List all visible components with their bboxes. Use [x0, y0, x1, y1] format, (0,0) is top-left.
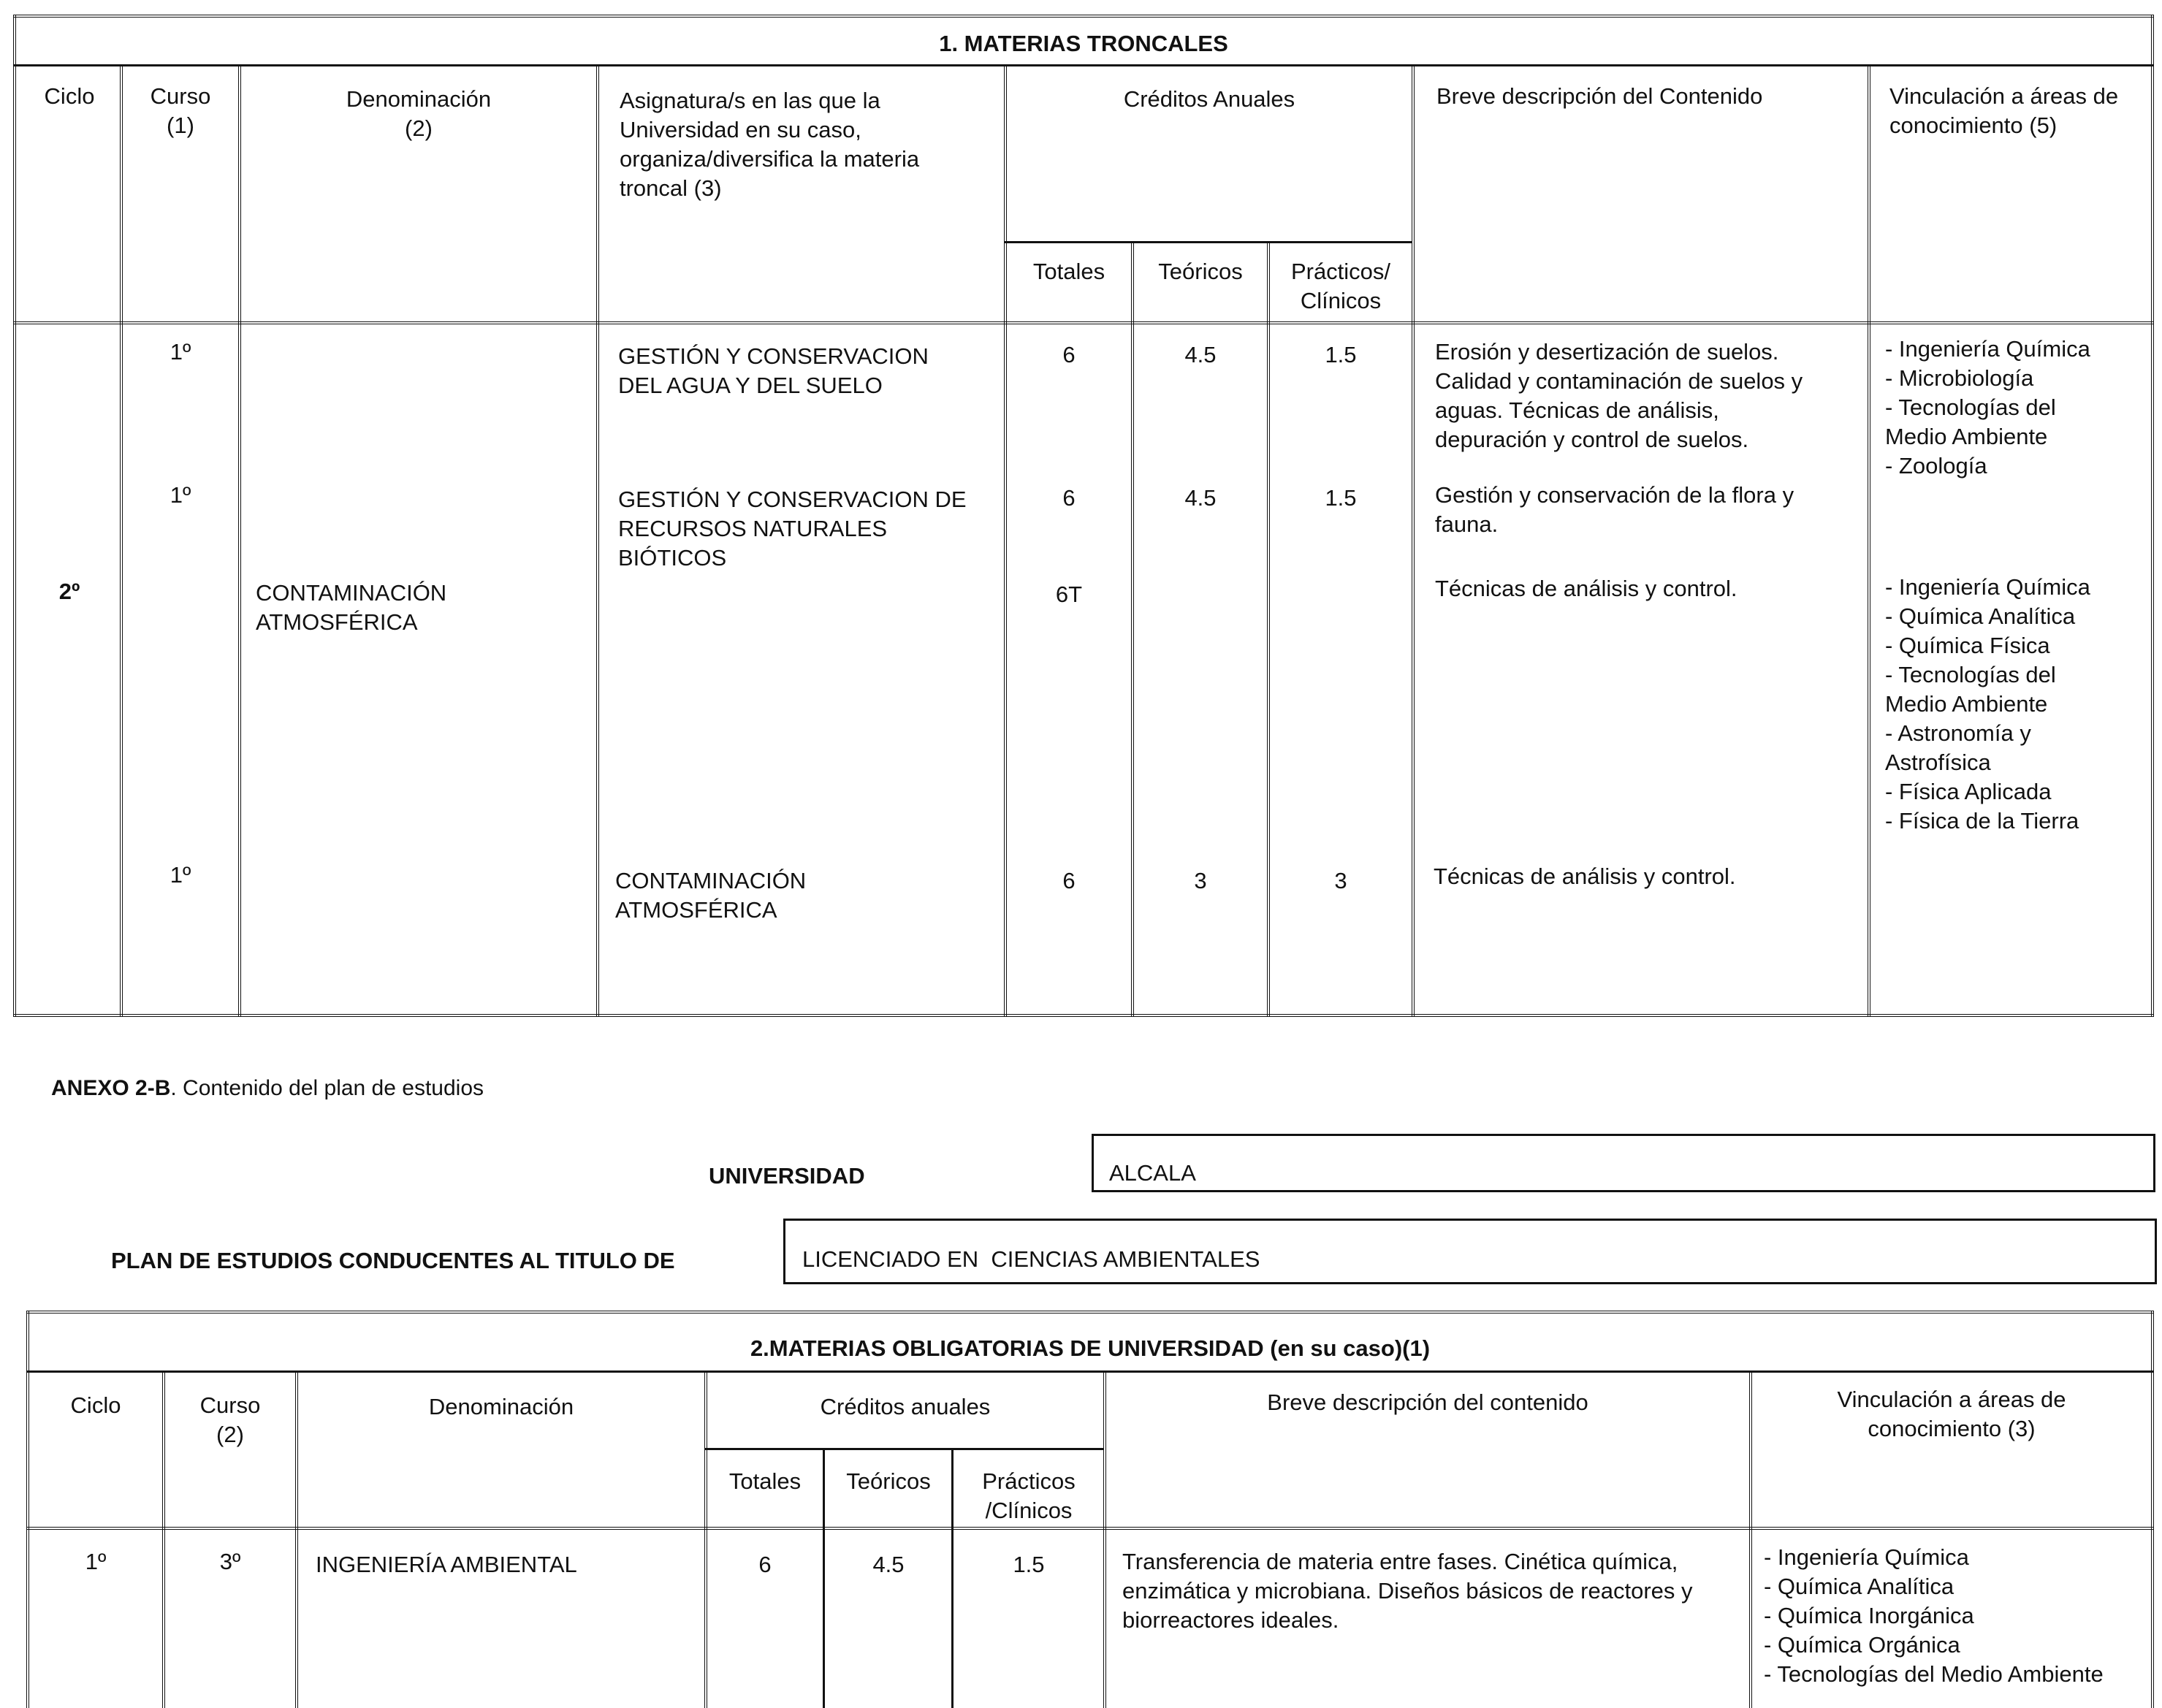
table2-header-totales: Totales	[728, 1468, 802, 1494]
plan-value: LICENCIADO EN CIENCIAS AMBIENTALES	[802, 1246, 1260, 1272]
table2-header-descripcion: Breve descripción del contenido	[1267, 1389, 1588, 1415]
row2-curso: 1º	[170, 482, 191, 508]
header-teoricos: Teóricos	[1158, 259, 1243, 284]
row1-curso: 1º	[170, 339, 191, 365]
table2-title: 2.MATERIAS OBLIGATORIAS DE UNIVERSIDAD (en su caso)(1)	[750, 1335, 1431, 1361]
row2-asignatura: GESTIÓN Y CONSERVACION DE RECURSOS NATURALES BIÓTICOS	[618, 487, 967, 571]
header-totales: Totales	[1032, 259, 1105, 284]
header-curso: Curso (1)	[150, 83, 211, 138]
header-practicos: Prácticos/ Clínicos	[1290, 259, 1391, 313]
row4-descripcion: Técnicas de análisis y control.	[1434, 863, 1736, 889]
row2-totales: 6	[1062, 485, 1076, 511]
row2-descripcion: Gestión y conservación de la flora y fauna.	[1435, 482, 1794, 537]
plan-label: PLAN DE ESTUDIOS CONDUCENTES AL TITULO DE	[111, 1248, 675, 1273]
table2-header-ciclo: Ciclo	[70, 1392, 121, 1418]
table2-header-curso: Curso (2)	[199, 1392, 261, 1447]
row4-teoricos: 3	[1194, 868, 1207, 893]
row4-totales: 6	[1062, 868, 1076, 893]
row3-totales: 6T	[1055, 582, 1083, 607]
row3-descripcion: Técnicas de análisis y control.	[1435, 576, 1737, 601]
table-title: 1. MATERIAS TRONCALES	[939, 31, 1228, 56]
row1-totales: 6	[1062, 342, 1076, 367]
row4-asignatura: CONTAMINACIÓN ATMOSFÉRICA	[615, 868, 807, 923]
universidad-value: ALCALA	[1109, 1160, 1196, 1186]
table2-row-denominacion: INGENIERÍA AMBIENTAL	[316, 1552, 577, 1577]
row1-practicos: 1.5	[1325, 342, 1357, 367]
row1-descripcion: Erosión y desertización de suelos. Calidad y contaminación de suelos y aguas. Técnicas de análisis, depuración y control de suelos.	[1435, 339, 1803, 452]
annex-label: ANEXO 2-B. Contenido del plan de estudios	[51, 1076, 484, 1100]
header-ciclo: Ciclo	[44, 83, 95, 109]
universidad-field	[1092, 1134, 2155, 1192]
ciclo-value: 2º	[58, 579, 80, 604]
table2-row-curso: 3º	[219, 1549, 241, 1574]
row4-curso: 1º	[170, 862, 191, 888]
row1-teoricos: 4.5	[1184, 342, 1217, 367]
header-creditos-anuales: Créditos Anuales	[1123, 86, 1295, 112]
row2-practicos: 1.5	[1325, 485, 1357, 511]
table2-header-creditos: Créditos anuales	[820, 1394, 991, 1419]
table2-row-descripcion: Transferencia de materia entre fases. Cinética química, enzimática y microbiana. Diseños básicos de reactores y biorreactores ideales.	[1122, 1549, 1693, 1633]
universidad-label: UNIVERSIDAD	[709, 1163, 865, 1189]
table2-row-teoricos: 4.5	[872, 1552, 905, 1577]
table2-row-totales: 6	[758, 1552, 772, 1577]
table2-header-practicos: Prácticos /Clínicos	[982, 1468, 1076, 1523]
header-asignaturas: Asignatura/s en las que la Universidad en su caso, organiza/diversifica la materia troncal (3)	[620, 88, 920, 201]
table2-header-teoricos: Teóricos	[846, 1468, 931, 1494]
table2-row-ciclo: 1º	[85, 1549, 107, 1574]
header-denominacion: Denominación (2)	[346, 86, 492, 141]
table2-header-vinculacion: Vinculación a áreas de conocimiento (3)	[1837, 1387, 2066, 1441]
table2-row-areas: - Ingeniería Química - Química Analítica - Química Inorgánica - Química Orgánica - Tecnologías del Medio Ambiente	[1764, 1544, 2104, 1687]
row1-areas: - Ingeniería Química - Microbiología - Tecnologías del Medio Ambiente - Zoología	[1885, 336, 2090, 479]
denominacion-value: CONTAMINACIÓN ATMOSFÉRICA	[256, 580, 447, 635]
row2-teoricos: 4.5	[1184, 485, 1217, 511]
table2-header-denominacion: Denominación	[428, 1394, 574, 1419]
header-descripcion: Breve descripción del Contenido	[1436, 83, 1763, 109]
row4-practicos: 3	[1334, 868, 1347, 893]
header-vinculacion: Vinculación a áreas de conocimiento (5)	[1889, 83, 2119, 138]
row1-asignatura: GESTIÓN Y CONSERVACION DEL AGUA Y DEL SUELO	[618, 343, 929, 398]
table2-row-practicos: 1.5	[1013, 1552, 1045, 1577]
row3-areas: - Ingeniería Química - Química Analítica - Química Física - Tecnologías del Medio Ambiente - Astronomía y Astrofísica - Física Aplicada - Física de la Tierra	[1885, 574, 2090, 834]
